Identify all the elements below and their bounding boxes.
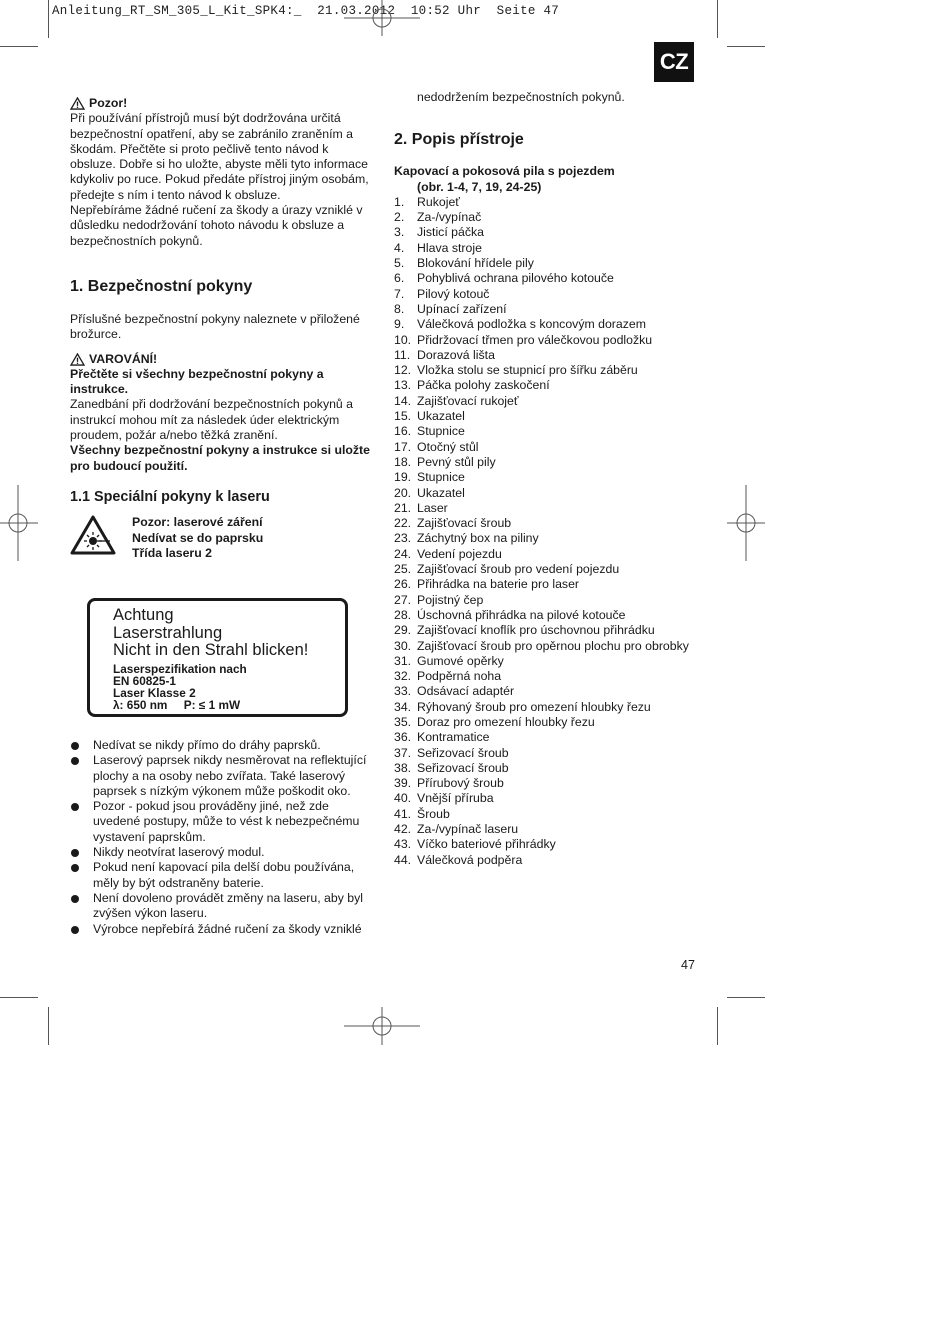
device-subtitle: Kapovací a pokosová pila s pojezdem	[394, 164, 615, 179]
part-number: 18.	[394, 454, 412, 469]
part-number: 29.	[394, 623, 412, 638]
parts-list-item	[394, 547, 694, 562]
part-number: 41.	[394, 806, 412, 821]
part-number: 30.	[394, 638, 412, 653]
list-item	[70, 799, 372, 845]
parts-list-item	[394, 486, 694, 501]
part-number: 23.	[394, 531, 412, 546]
parts-list-item	[394, 837, 694, 852]
parts-list-item	[394, 531, 694, 546]
parts-list-item	[394, 348, 694, 363]
list-item	[70, 738, 372, 753]
part-name: Dorazová lišta	[417, 347, 495, 362]
part-number: 2.	[394, 210, 405, 225]
part-number: 4.	[394, 240, 405, 255]
part-name: Odsávací adaptér	[417, 684, 515, 699]
part-name: Hlava stroje	[417, 240, 482, 255]
bullet-icon	[71, 803, 79, 811]
part-number: 1.	[394, 194, 405, 209]
part-number: 13.	[394, 378, 412, 393]
part-name: Laser	[417, 500, 448, 515]
part-name: Ukazatel	[417, 409, 465, 424]
part-number: 9.	[394, 317, 405, 332]
part-number: 21.	[394, 500, 412, 515]
warning-triangle-icon	[70, 353, 85, 366]
part-name: Přihrádka na baterie pro laser	[417, 577, 579, 592]
bullet-text: Nedívat se nikdy přímo do dráhy paprsků.	[93, 738, 321, 752]
list-item	[70, 922, 372, 937]
part-number: 12.	[394, 363, 412, 378]
parts-list-item	[394, 271, 694, 286]
parts-list-item	[394, 424, 694, 439]
page-number: 47	[681, 958, 695, 972]
part-number: 16.	[394, 424, 412, 439]
laser-sign-line: Pozor: laserové záření	[132, 515, 263, 530]
parts-list-item	[394, 516, 694, 531]
laser-sign-line: Třída laseru 2	[132, 545, 212, 560]
part-name: Víčko bateriové přihrádky	[417, 837, 556, 852]
part-name: Otočný stůl	[417, 439, 479, 454]
part-name: Úschovná přihrádka na pilové kotouče	[417, 607, 626, 622]
parts-list-item	[394, 287, 694, 302]
section1-intro: Příslušné bezpečnostní pokyny naleznete v přiložené brožurce.	[70, 311, 360, 342]
device-subtitle-figures: (obr. 1-4, 7, 19, 24-25)	[417, 179, 542, 194]
parts-list-item	[394, 409, 694, 424]
parts-list-item	[394, 577, 694, 592]
parts-list-item	[394, 822, 694, 837]
part-number: 20.	[394, 485, 412, 500]
part-number: 42.	[394, 822, 412, 837]
warning-text: Zanedbání při dodržování bezpečnostních pokynů a instrukcí mohou mít za následek úder elektrickým proudem, požár a/nebo těžká zranění.	[70, 397, 354, 443]
part-number: 38.	[394, 760, 412, 775]
list-item	[70, 860, 372, 891]
part-name: Zajišťovací šroub pro opěrnou plochu pro obrobky	[417, 638, 689, 653]
part-name: Zajišťovací šroub pro vedení pojezdu	[417, 562, 620, 577]
continuation-text: nedodržením bezpečnostních pokynů.	[417, 90, 625, 104]
parts-list-item	[394, 654, 694, 669]
laser-label-line: Laserstrahlung	[113, 623, 223, 642]
part-name: Pohyblivá ochrana pilového kotouče	[417, 271, 614, 286]
print-header: Anleitung_RT_SM_305_L_Kit_SPK4:_ 21.03.2012 10:52 Uhr Seite 47	[52, 4, 560, 18]
part-number: 32.	[394, 669, 412, 684]
parts-list-item	[394, 746, 694, 761]
parts-list-item	[394, 333, 694, 348]
part-number: 10.	[394, 332, 412, 347]
parts-list-item	[394, 608, 694, 623]
parts-list-item	[394, 225, 694, 240]
part-name: Pevný stůl pily	[417, 454, 496, 469]
list-item	[70, 845, 372, 860]
parts-list-item	[394, 669, 694, 684]
part-number: 40.	[394, 791, 412, 806]
laser-spec-line: EN 60825-1	[113, 673, 176, 688]
part-number: 27.	[394, 592, 412, 607]
part-number: 37.	[394, 745, 412, 760]
part-name: Páčka polohy zaskočení	[417, 378, 550, 393]
bullet-icon	[71, 926, 79, 934]
bullet-text: Nikdy neotvírat laserový modul.	[93, 845, 265, 860]
bullet-icon	[71, 864, 79, 872]
parts-list-item	[394, 501, 694, 516]
warning-bold-2: Všechny bezpečnostní pokyny a instrukce si uložte pro budoucí použití.	[70, 443, 370, 473]
part-number: 19.	[394, 470, 412, 485]
laser-sign-text	[132, 515, 263, 561]
bullet-icon	[71, 757, 79, 765]
part-name: Vedení pojezdu	[417, 546, 502, 561]
part-name: Blokování hřídele pily	[417, 256, 534, 271]
laser-label-line: Nicht in den Strahl blicken!	[113, 641, 309, 659]
laser-hazard-icon	[70, 515, 116, 555]
part-number: 7.	[394, 286, 405, 301]
parts-list-item	[394, 715, 694, 730]
parts-list-item	[394, 455, 694, 470]
laser-warning-row	[70, 515, 370, 561]
right-column	[394, 90, 694, 868]
part-name: Záchytný box na piliny	[417, 531, 539, 546]
parts-list-item	[394, 363, 694, 378]
part-name: Zajišťovací knoflík pro úschovnou přihrádku	[417, 623, 655, 638]
part-number: 15.	[394, 409, 412, 424]
part-name: Za-/vypínač laseru	[417, 822, 519, 837]
part-number: 28.	[394, 607, 412, 622]
part-number: 8.	[394, 301, 405, 316]
parts-list-item	[394, 378, 694, 393]
parts-list-item	[394, 470, 694, 485]
parts-list-item	[394, 394, 694, 409]
parts-list-item	[394, 195, 694, 210]
parts-list-item	[394, 440, 694, 455]
parts-list-item	[394, 700, 694, 715]
part-number: 35.	[394, 714, 412, 729]
bullet-text: Laserový paprsek nikdy nesměrovat na reflektující plochy a na osoby nebo zvířata. Také laserový paprsek s nízkým výkonem může poškodit oko.	[93, 753, 367, 798]
parts-list-item	[394, 317, 694, 332]
part-name: Ukazatel	[417, 485, 465, 500]
part-number: 31.	[394, 653, 412, 668]
part-number: 24.	[394, 546, 412, 561]
bullet-text: Výrobce nepřebírá žádné ručení za škody vzniklé	[93, 921, 362, 936]
bullet-text: Pokud není kapovací pila delší dobu používána, měly by být odstraněny baterie.	[93, 860, 355, 890]
part-name: Rýhovaný šroub pro omezení hloubky řezu	[417, 699, 651, 714]
registration-mark-right	[727, 485, 765, 561]
part-name: Doraz pro omezení hloubky řezu	[417, 714, 595, 729]
registration-mark-top	[344, 0, 420, 38]
part-number: 34.	[394, 699, 412, 714]
parts-list-item	[394, 776, 694, 791]
warning-heading	[70, 352, 370, 367]
part-name: Válečková podpěra	[417, 852, 523, 867]
parts-list-item	[394, 210, 694, 225]
part-name: Zajišťovací šroub	[417, 516, 512, 531]
parts-list-item	[394, 761, 694, 776]
part-number: 11.	[394, 347, 411, 362]
caution-text: Při používání přístrojů musí být dodržována určitá bezpečnostní opatření, aby se zabránilo zraněním a škodám. Přečtěte si proto pečlivě tento návod k obsluze. Dobře si ho uložte, abyste měli tyto informace kdykoliv po ruce. Pokud předáte přístroj jiným osobám, předejte s ním i tento návod k obsluze.	[70, 111, 369, 202]
laser-label-line: Achtung	[113, 606, 174, 624]
laser-label-box	[87, 598, 348, 717]
part-name: Přidržovací třmen pro válečkovou podložku	[417, 332, 653, 347]
part-name: Seřizovací šroub	[417, 760, 509, 775]
part-name: Stupnice	[417, 470, 465, 485]
parts-list-item	[394, 623, 694, 638]
part-number: 43.	[394, 837, 412, 852]
part-name: Podpěrná noha	[417, 669, 502, 684]
part-name: Zajišťovací rukojeť	[417, 393, 519, 408]
part-name: Šroub	[417, 806, 450, 821]
bullet-icon	[71, 742, 79, 750]
registration-mark-left	[0, 485, 38, 561]
laser-subsection-title: 1.1 Speciální pokyny k laseru	[70, 488, 270, 505]
warning-title: VAROVÁNÍ!	[89, 351, 158, 366]
part-name: Vložka stolu se stupnicí pro šířku záběru	[417, 363, 638, 378]
bullet-text: Pozor - pokud jsou prováděny jiné, než zde uvedené postupy, může to vést k nebezpečnému vystavení paprskům.	[93, 799, 360, 844]
part-name: Upínací zařízení	[417, 301, 507, 316]
part-number: 17.	[394, 439, 412, 454]
part-name: Kontramatice	[417, 730, 490, 745]
part-number: 39.	[394, 776, 412, 791]
part-name: Válečková podložka s koncovým dorazem	[417, 317, 646, 332]
part-number: 26.	[394, 577, 412, 592]
laser-spec-line: λ: 650 nm P: ≤ 1 mW	[113, 698, 241, 713]
part-number: 22.	[394, 516, 412, 531]
section1-title: 1. Bezpečnostní pokyny	[70, 277, 253, 295]
part-name: Gumové opěrky	[417, 653, 504, 668]
parts-list-item	[394, 807, 694, 822]
part-number: 44.	[394, 852, 412, 867]
caution-heading	[70, 96, 370, 111]
part-number: 33.	[394, 684, 412, 699]
part-number: 6.	[394, 271, 405, 286]
parts-list-item	[394, 562, 694, 577]
language-badge: CZ	[654, 42, 694, 82]
parts-list-item	[394, 853, 694, 868]
laser-sign-line: Nedívat se do paprsku	[132, 530, 264, 545]
parts-list-item	[394, 730, 694, 745]
part-number: 36.	[394, 730, 412, 745]
part-name: Rukojeť	[417, 194, 460, 209]
liability-text: Nepřebíráme žádné ručení za škody a úrazy vzniklé v důsledku nedodržování tohoto návodu k obsluze a bezpečnostních pokynů.	[70, 203, 363, 248]
laser-spec-block	[113, 663, 345, 712]
parts-list	[394, 195, 694, 868]
part-name: Přírubový šroub	[417, 776, 504, 791]
part-name: Vnější příruba	[417, 791, 494, 806]
parts-list-item	[394, 791, 694, 806]
list-item	[70, 753, 372, 799]
warning-triangle-icon	[70, 97, 85, 110]
laser-spec-line: Laser Klasse 2	[113, 686, 196, 701]
bullet-icon	[71, 849, 79, 857]
parts-list-item	[394, 302, 694, 317]
parts-list-item	[394, 639, 694, 654]
part-number: 25.	[394, 562, 412, 577]
list-item	[70, 891, 372, 922]
section2-title: 2. Popis přístroje	[394, 131, 524, 149]
registration-mark-bottom	[344, 1007, 420, 1045]
part-number: 14.	[394, 393, 412, 408]
part-name: Jisticí páčka	[417, 225, 484, 240]
parts-list-item	[394, 241, 694, 256]
part-number: 3.	[394, 225, 405, 240]
parts-list-item	[394, 256, 694, 271]
laser-spec-line: Laserspezifikation nach	[113, 661, 247, 676]
caution-title: Pozor!	[89, 96, 128, 110]
bullet-text: Není dovoleno provádět změny na laseru, aby byl zvýšen výkon laseru.	[93, 890, 364, 921]
warning-bold-1: Přečtěte si všechny bezpečnostní pokyny a instrukce.	[70, 366, 324, 397]
left-column	[70, 96, 370, 561]
part-name: Za-/vypínač	[417, 210, 482, 225]
part-name: Pilový kotouč	[417, 286, 490, 301]
bullet-icon	[71, 895, 79, 903]
part-name: Seřizovací šroub	[417, 745, 509, 760]
laser-bullets	[70, 738, 372, 937]
parts-list-item	[394, 593, 694, 608]
part-name: Pojistný čep	[417, 592, 484, 607]
part-name: Stupnice	[417, 424, 465, 439]
part-number: 5.	[394, 256, 405, 271]
parts-list-item	[394, 684, 694, 699]
